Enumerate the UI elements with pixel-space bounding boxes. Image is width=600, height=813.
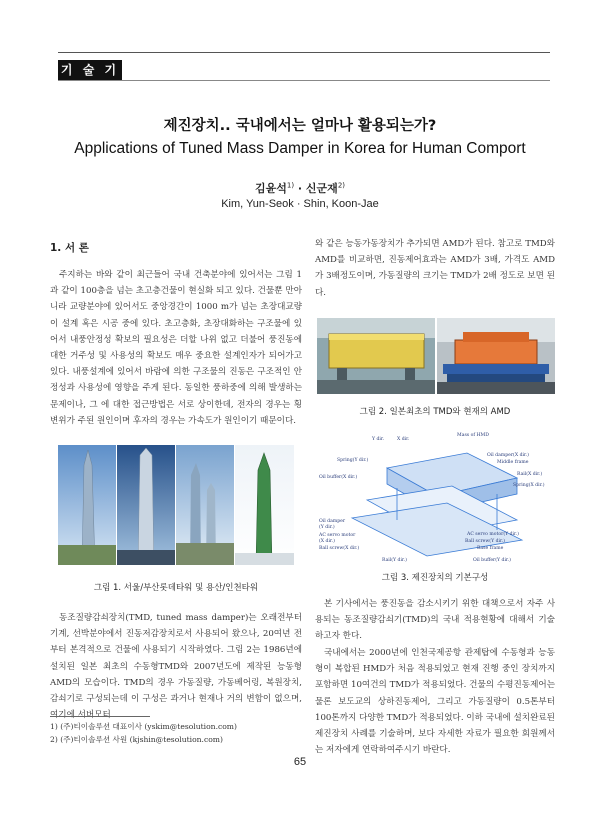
label-ball-screw-x: Ball screw(X dir.) bbox=[319, 546, 360, 551]
figure-3-diagram bbox=[317, 428, 555, 568]
left-paragraph-2: 동조질량감쇠장치(TMD, tuned mass damper)는 오래전부터 기계, 선박분야에서 진동저감장치로서 사용되어 왔으나, 20여년 전부터 본격적으로 건물에 사용되기 시작하였다. 그림 2는 1986년에 설치된 일본 최초의 수동형TMD와 2007년도에 제작된 능동형AMD의 모습이다. TMD의 경우 가동질량, 가동베어링, 복원장치, 감쇠기로 구성되는데 이 구성은 과거나 현재나 거의 변함이 없으며, bbox=[50, 613, 302, 705]
right-paragraph-1: 와 같은 능동가동장치가 추가되면 AMD가 된다. 참고로 TMD와 AMD를 비교하면, 진동제어효과는 AMD가 3배, 가격도 AMD가 3배정도이며, 가동질량의 크기는 TMD가 2배 정도로 보면 된다. bbox=[315, 239, 555, 298]
label-ac-servo-x2: (X dir.) bbox=[319, 539, 335, 544]
figure-2-caption: 그림 2. 일본최초의 TMD와 현재의 AMD bbox=[359, 407, 511, 417]
title-korean: 제진장치.. 국내에서는 얼마나 활용되는가? bbox=[163, 118, 437, 134]
label-ball-screw-y: Ball screw(Y dir.) bbox=[465, 539, 505, 544]
label-oil-buffer-x: Oil buffer(X dir.) bbox=[319, 475, 358, 480]
page-number: 65 bbox=[293, 756, 307, 768]
authors-korean bbox=[0, 180, 600, 196]
label-rail-x: Rail(X dir.) bbox=[517, 472, 543, 477]
label-ac-servo-y: AC servo motor(Y dir.) bbox=[467, 532, 519, 537]
figure-1-photo bbox=[58, 445, 294, 565]
right-paragraph-3: 국내에서는 2000년에 인천국제공항 관제탑에 수동형과 능동형이 복합된 HMD가 처음 적용되었고 현재 진행 중인 장치까지 포함하면 10여건의 TMD가 적용되었다. 건물의 수평진동제어는 물론 보도교의 상하진동제어, 그리고 가동질량이 0.5톤부터 100톤까지 다양한 TMD가 적용되었다. 이하 국내에 설치완료된 제진장치 사례를 기술하며, 보다 자세한 자료가 필요한 회원께서는 저자에게 연락하여주시기 바란다. bbox=[315, 648, 555, 756]
label-spring-x: Spring(X dir.) bbox=[513, 483, 545, 488]
label-oil-damper-x: Oil damper(X dir.) bbox=[487, 453, 529, 458]
title-english: Applications of Tuned Mass Damper in Korea for Human Comport bbox=[74, 140, 526, 157]
label-base-frame: Base frame bbox=[477, 546, 504, 551]
footnote-1: 1) (주)티이솔루션 대표이사 (yskim@tesolution.com) bbox=[50, 722, 237, 731]
footnote-2: 2) (주)티이솔루션 사원 (kjshin@tesolution.com) bbox=[50, 735, 223, 744]
section-tag: 기 술 기 사 bbox=[58, 60, 122, 80]
label-ydir: Y dir. bbox=[372, 437, 385, 442]
figure-2-photo-tmd bbox=[317, 318, 435, 394]
label-ac-servo-x: AC servo motor bbox=[319, 533, 356, 538]
label-oil-damper-y2: (Y dir.) bbox=[319, 525, 335, 530]
label-spring-y: Spring(Y dir.) bbox=[337, 458, 369, 463]
footnote-rule bbox=[50, 716, 150, 717]
figure-2-photo-amd bbox=[437, 318, 555, 394]
header-rule bbox=[58, 52, 550, 53]
author-1-sup: 1) bbox=[286, 181, 295, 190]
label-middle-frame: Middle frame bbox=[497, 460, 529, 465]
label-rail-y: Rail(Y dir.) bbox=[382, 558, 407, 563]
label-oil-damper-y: Oil damper bbox=[319, 519, 346, 524]
author-1: 김윤석 bbox=[255, 182, 287, 195]
section-heading: 1. 서 론 bbox=[50, 242, 89, 254]
figure-1-caption: 그림 1. 서울/부산롯데타워 및 용산/인천타워 bbox=[93, 583, 259, 593]
intro-paragraph: 주지하는 바와 같이 최근들어 국내 건축분야에 있어서는 그림 1과 같이 100층을 넘는 초고층건물이 현실화 되고 있다. 건물뿐 만아니라 교량분야에 있어서도 중앙경간이 1000 m가 넘는 초장대교량이 설계 혹은 시공 중에 있다. 초고층화, 초장대화하는 구조물에 있어서 내풍안정성 확보의 필요성은 더할 나위 없고 더불어 풍진동에 대한 거주성 및 사용성의 확보도 매우 중요한 설계인자가 되어가고 있다. 내풍설계에 있어서 바람에 의한 구조물의 진동은 구조적인 안정성과 사용성에 영향을 주게 된다. 동일한 풍하중에 의해 발생하는 문제이나, 그 에 대한 접근방법은 서로 상이한데, 전자의 경우는 횡변위가 주된 원인이며 후자의 경우는 가속도가 원인이기 때문이다. bbox=[50, 270, 302, 426]
authors-english: Kim, Yun-Seok · Shin, Koon-Jae bbox=[221, 198, 379, 210]
author-2-sup: 2) bbox=[337, 181, 345, 190]
author-2: 신군재 bbox=[305, 182, 338, 195]
label-mass: Mass of HMD bbox=[457, 433, 489, 438]
label-oil-buffer-y: Oil buffer(Y dir.) bbox=[473, 558, 511, 563]
right-paragraph-2: 본 기사에서는 풍진동을 감소시키기 위한 대책으로서 자주 사용되는 동조질량감쇠기(TMD)의 국내 적용현황에 대해서 기술하고자 한다. bbox=[315, 599, 555, 642]
header-rule-bottom bbox=[58, 80, 550, 81]
figure-3-caption: 그림 3. 제진장치의 기본구성 bbox=[381, 573, 489, 583]
label-xdir: X dir. bbox=[397, 437, 410, 442]
author-separator: · bbox=[294, 182, 306, 195]
